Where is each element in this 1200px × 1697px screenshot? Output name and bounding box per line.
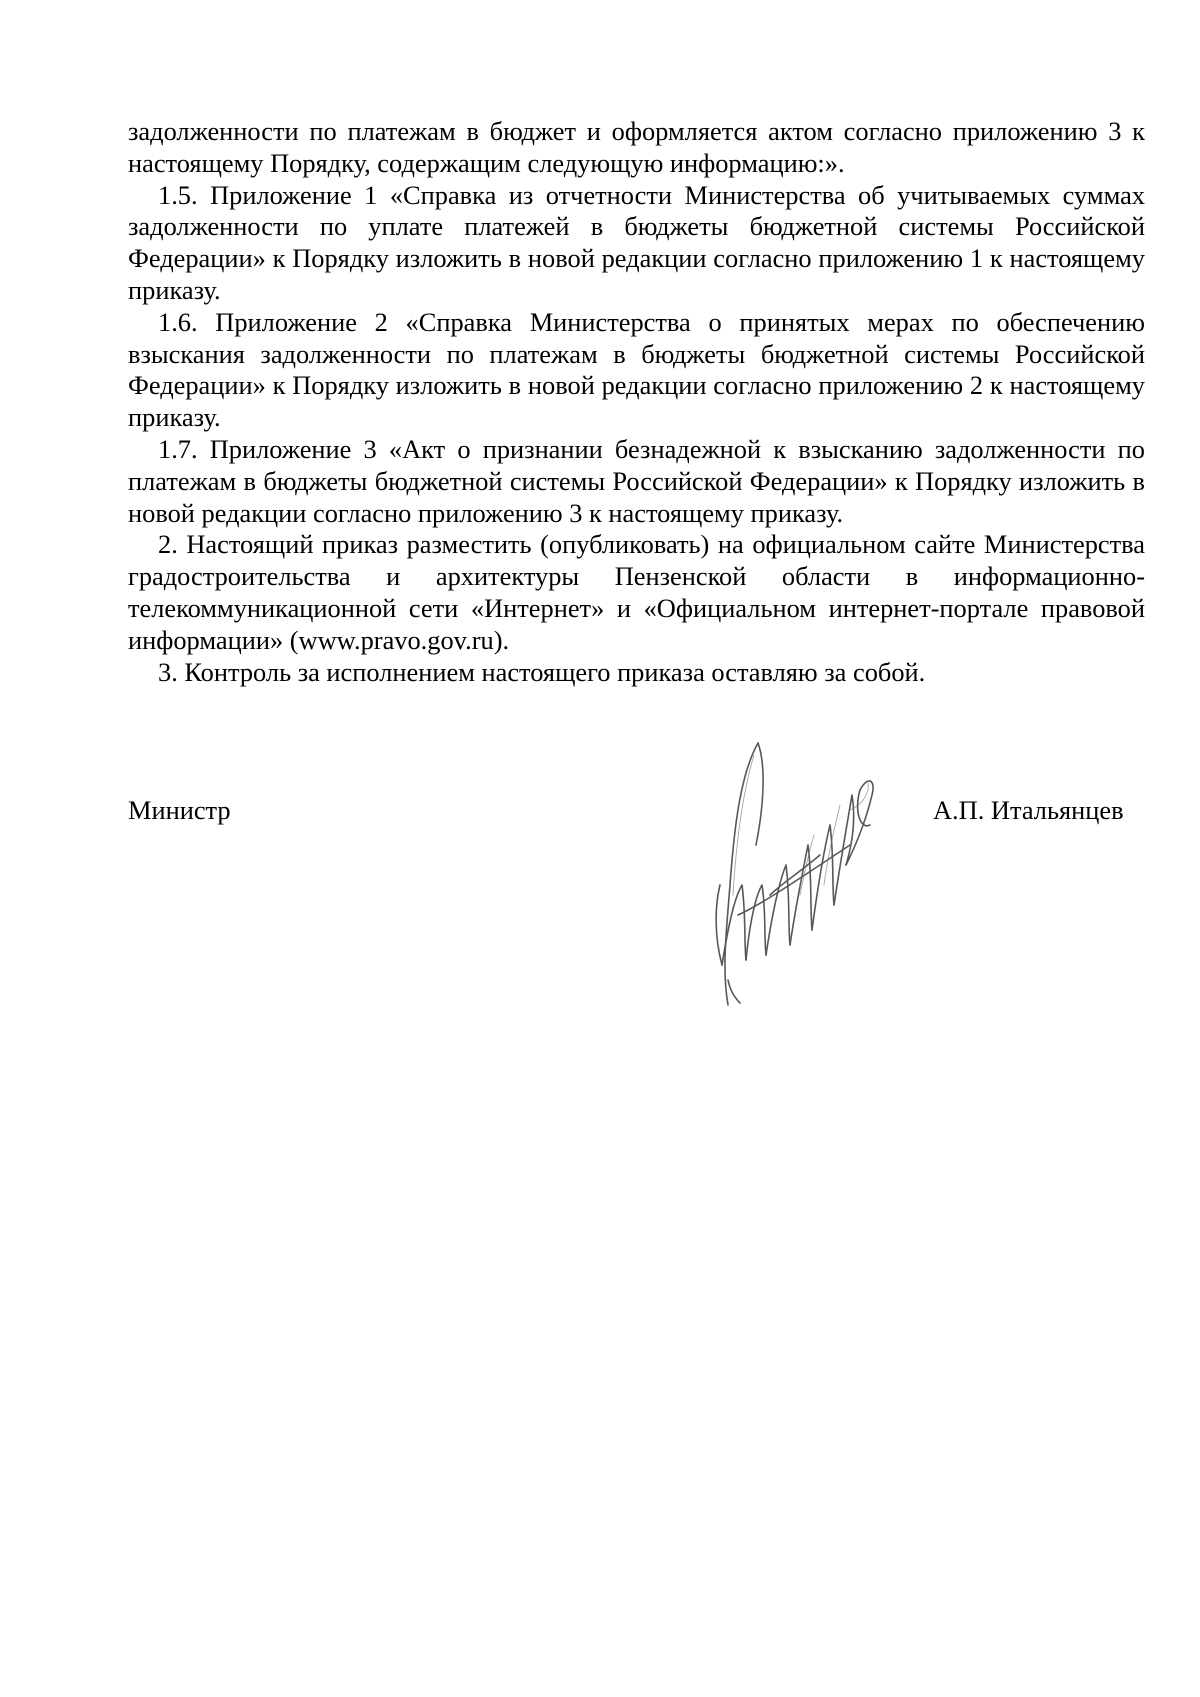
paragraph-item-1-5: 1.5. Приложение 1 «Справка из отчетности Министерства об учитываемых суммах задолженности по уплате платежей в бюджеты бюджетной системы Российской Федерации» к Порядку изложить в новой редакции согласно приложению 1 к настоящему приказу. <box>128 179 1145 305</box>
paragraph-continuation: задолженности по платежам в бюджет и оформляется актом согласно приложению 3 к настоящему Порядку, содержащим следующую информацию:». <box>128 116 1145 178</box>
signer-position: Министр <box>128 795 231 825</box>
paragraph-item-1-7: 1.7. Приложение 3 «Акт о признании безнадежной к взысканию задолженности по платежам в бюджеты бюджетной системы Российской Федерации» к Порядку изложить в новой редакции согласно приложению 3 к настоящему приказу. <box>128 433 1145 528</box>
paragraph-item-3: 3. Контроль за исполнением настоящего приказа оставляю за собой. <box>158 656 926 687</box>
paragraph-item-1-6: 1.6. Приложение 2 «Справка Министерства о принятых мерах по обеспечению взыскания задолженности по платежам в бюджеты бюджетной системы Российской Федерации» к Порядку изложить в новой редакции согласно приложению 2 к настоящему приказу. <box>128 306 1145 433</box>
paragraph-item-2: 2. Настоящий приказ разместить (опубликовать) на официальном сайте Министерства градостроительства и архитектуры Пензенской области в информационно-телекоммуникационной сети «Интернет» и «Официальном интернет-портале правовой информации» (www.pravo.gov.ru). <box>128 529 1145 655</box>
signer-name: А.П. Итальянцев <box>933 795 1124 825</box>
document-body <box>128 116 1145 688</box>
handwritten-signature <box>700 735 890 1020</box>
